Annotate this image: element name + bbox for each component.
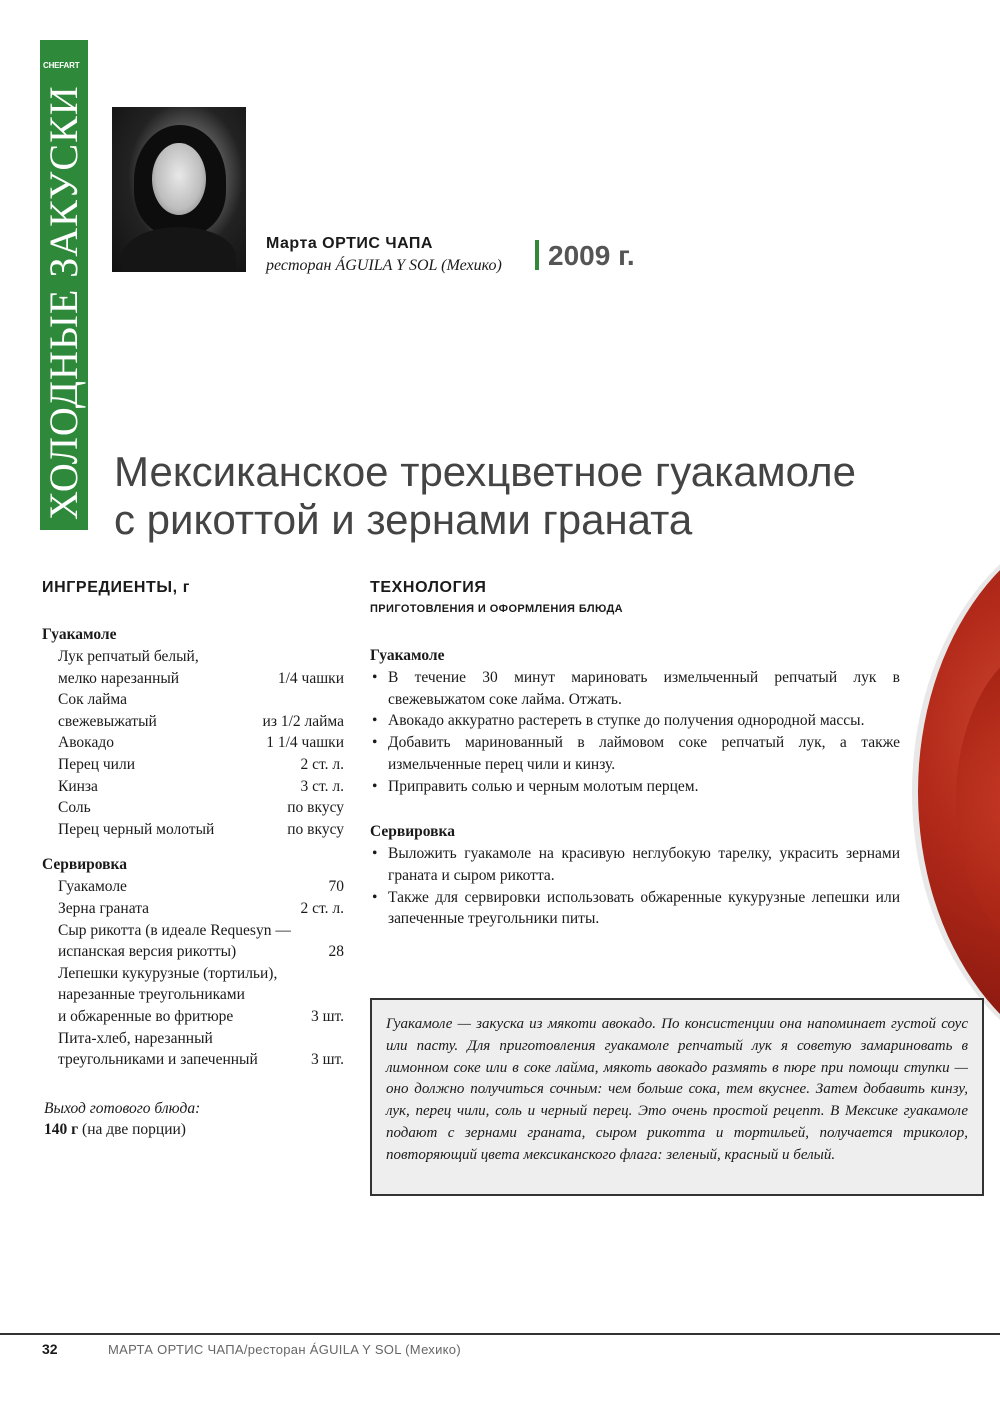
dish-title-line2: с рикоттой и зернами граната (114, 496, 693, 543)
ingredient-row (42, 776, 344, 798)
ingredient-qty: 3 ст. л. (300, 777, 344, 795)
ingredient-row (42, 711, 344, 733)
ingredient-name: Лук репчатый белый, (58, 648, 199, 665)
footer-rule (0, 1333, 1000, 1335)
step-item: • Добавить маринованный в лаймовом соке репчатый лук, а также измельченные перец чили и кинзу. (370, 732, 900, 775)
ingredient-row (42, 963, 344, 985)
ingredient-row (42, 920, 344, 942)
technology-group-title: Сервировка (370, 823, 455, 841)
technology-group-title: Гуакамоле (370, 647, 445, 664)
ingredients-list (42, 624, 344, 1071)
step-item: • Также для сервировки использовать обжаренные кукурузные лепешки или запеченные треугольники питы. (370, 887, 900, 930)
ingredient-row (42, 1049, 344, 1071)
technology-heading: ТЕХНОЛОГИЯ (370, 579, 487, 596)
ingredient-name: и обжаренные во фритюре (58, 1007, 234, 1025)
ingredient-name: Авокадо (58, 734, 114, 752)
chef-name: Марта ОРТИС ЧАПА (266, 235, 433, 252)
ingredient-qty: 3 шт. (310, 1051, 344, 1069)
technology-subheading: ПРИГОТОВЛЕНИЯ И ОФОРМЛЕНИЯ БЛЮДА (370, 603, 624, 615)
dish-title-line1: Мексиканское трехцветное гуакамоле (114, 448, 856, 495)
ingredient-name: Гуакамоле (58, 878, 127, 896)
ingredient-row (42, 668, 344, 690)
ingredient-name: Сок лайма (58, 691, 127, 709)
ingredient-row (42, 876, 344, 898)
ingredient-name: мелко нарезанный (58, 669, 180, 687)
ingredient-row (42, 898, 344, 920)
ingredient-name: Соль (58, 799, 91, 817)
step-item: • Приправить солью и черным молотым перцем. (370, 776, 900, 798)
step-item: • В течение 30 минут мариновать измельченный репчатый лук в свежевыжатом соке лайма. Отжать. (370, 667, 900, 710)
ingredient-qty: 2 ст. л. (300, 899, 344, 917)
ingredient-row (42, 646, 344, 668)
chef-restaurant: ресторан ÁGUILA Y SOL (Мехико) (266, 257, 502, 274)
ingredient-qty: 2 ст. л. (300, 755, 344, 773)
ingredient-row (42, 984, 344, 1006)
ingredient-qty: по вкусу (287, 820, 344, 838)
ingredient-row (42, 689, 344, 711)
ingredient-name: треугольниками и запеченный (58, 1051, 258, 1069)
ingredient-row (42, 819, 344, 841)
ingredients-heading: ИНГРЕДИЕНТЫ, г (42, 579, 190, 596)
chef-photo (112, 107, 246, 272)
ingredient-row (42, 754, 344, 776)
step-item: • Авокадо аккуратно растереть в ступке до получения однородной массы. (370, 710, 900, 732)
chef-note-box: Гуакамоле — закуска из мякоти авокадо. По консистенции она напоминает густой соус или пасту. Для приготовления гуакамоле репчатый лук я советую замариновать в лимонном соке или в соке лайма, мякоть авокадо размять в пюре при помощи ступки — оно должно получиться сочным: чем больше сока, тем вкуснее. Затем добавить кинзу, лук, перец чили, соль и черный перец. Это очень простой рецепт. В Мексике гуакамоле подают с зернами граната, сыром рикотта и тортильей, получается триколор, повторяющий цвета мексиканского флага: зеленый, красный и белый. (370, 998, 984, 1196)
page-number: 32 (42, 1341, 58, 1357)
yield-note: (на две порции) (78, 1121, 186, 1138)
ingredient-name: Перец чили (58, 755, 135, 773)
ingredient-row (42, 1006, 344, 1028)
ingredient-name: Лепешки кукурузные (тортильи), (58, 964, 278, 982)
ingredient-name: Перец черный молотый (58, 820, 215, 838)
ingredient-row (42, 1028, 344, 1050)
ingredient-qty: 28 (328, 943, 344, 961)
section-title: ХОЛОДНЫЕ ЗАКУСКИ (41, 85, 86, 520)
ingredient-name: испанская версия рикотты) (58, 943, 237, 961)
ingredient-qty: 1/4 чашки (277, 669, 344, 687)
step-list (370, 667, 900, 797)
ingredient-name: нарезанные треугольниками (58, 986, 245, 1004)
year-label: 2009 г. (548, 240, 635, 271)
ingredient-qty: 70 (328, 878, 344, 896)
ingredient-qty: по вкусу (287, 799, 344, 817)
ingredient-row (42, 732, 344, 754)
step-item: • Выложить гуакамоле на красивую неглубокую тарелку, украсить зернами граната и сыром рикотта. (370, 843, 900, 886)
ingredient-qty: 3 шт. (310, 1007, 344, 1025)
yield-amount: 140 г (44, 1121, 79, 1138)
ingredient-name: Кинза (58, 777, 98, 795)
dish-title (114, 448, 934, 544)
year-divider (535, 240, 539, 270)
ingredient-row (42, 797, 344, 819)
ingredient-name: Пита-хлеб, нарезанный (58, 1029, 213, 1047)
ingredient-qty: 1 1/4 чашки (266, 734, 344, 752)
ingredient-row (42, 941, 344, 963)
ingredient-qty: из 1/2 лайма (262, 712, 344, 730)
running-head: МАРТА ОРТИС ЧАПА/ресторан ÁGUILA Y SOL (Мехико) (108, 1342, 461, 1357)
yield-value (44, 1121, 186, 1139)
step-list (370, 843, 900, 930)
ingredient-name: свежевыжатый (58, 712, 157, 730)
ingredients-group-title: Гуакамоле (42, 626, 117, 643)
brand-logo: CHEFART (43, 61, 80, 70)
technology-steps (370, 645, 900, 930)
yield-label: Выход готового блюда: (44, 1100, 201, 1117)
ingredient-name: Зерна граната (58, 899, 150, 917)
ingredient-name: Сыр рикотта (в идеале Requesyn — (58, 921, 291, 939)
ingredients-group-title: Сервировка (42, 856, 127, 874)
